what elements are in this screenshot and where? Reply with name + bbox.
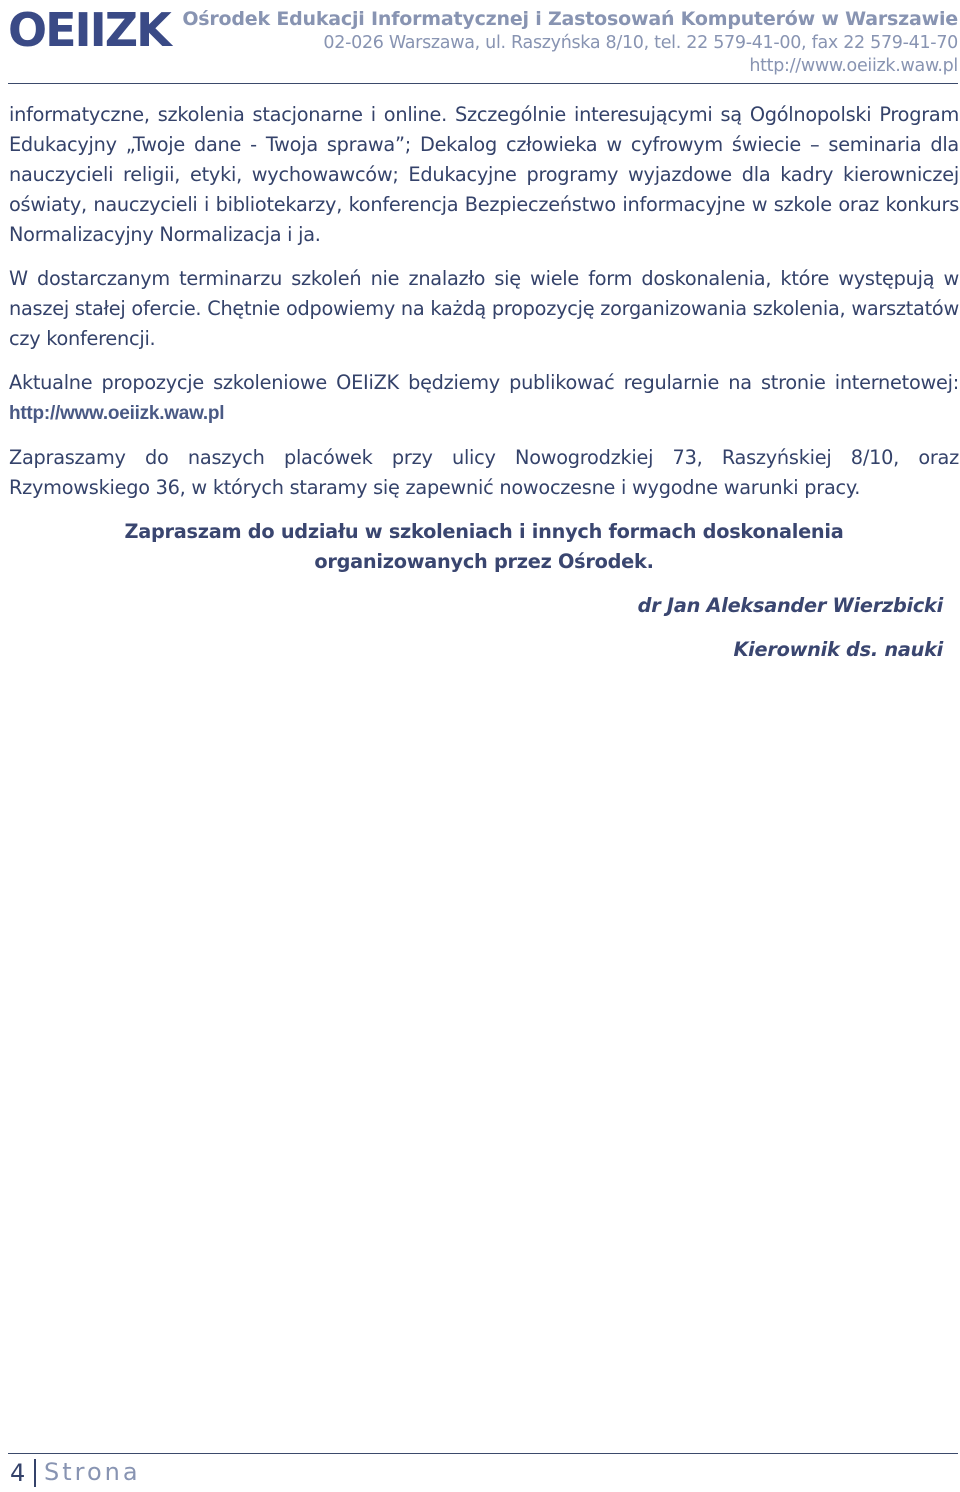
paragraph-programs: informatyczne, szkolenia stacjonarne i online. Szczególnie interesującymi są Ogólnopolski Program Edukacyjny „Twoje dane - Twoja sprawa”; Dekalog człowieka w cyfrowym świecie – seminaria dla nauczycieli religii, etyki, wychowawców; Edukacyjne programy wyjazdowe dla kadry kierowniczej oświaty, nauczycieli i bibliotekarzy, konferencja Bezpieczeństwo informacyjne w szkole oraz konkurs Normalizacyjny Normalizacja i ja. xyxy=(9,103,959,246)
signature-title: Kierownik ds. nauki xyxy=(733,638,943,661)
organization-name: Ośrodek Edukacji Informatycznej i Zastosowań Komputerów w Warszawie xyxy=(182,8,958,30)
page-label: Strona xyxy=(44,1458,141,1486)
logo-text: OEIIZK xyxy=(8,3,170,57)
paragraph-locations: Zapraszamy do naszych placówek przy ulicy Nowogrodzkiej 73, Raszyńskiej 8/10, oraz Rzymowskiego 36, w których staramy się zapewnić nowoczesne i wygodne warunki pracy. xyxy=(9,446,959,499)
page-number-separator xyxy=(34,1459,36,1487)
paragraph-website xyxy=(9,368,959,429)
page-footer xyxy=(8,1453,958,1489)
website-link[interactable]: http://www.oeiizk.waw.pl xyxy=(9,403,225,424)
paragraph-website-text: Aktualne propozycje szkoleniowe OEIiZK będziemy publikować regularnie na stronie internetowej: xyxy=(9,371,959,394)
document-body xyxy=(9,100,959,679)
footer-divider xyxy=(8,1453,958,1454)
oeiizk-logo xyxy=(8,4,172,56)
signature-name: dr Jan Aleksander Wierzbicki xyxy=(637,594,943,617)
paragraph-offer: W dostarczanym terminarzu szkoleń nie znalazło się wiele form doskonalenia, które występują w naszej stałej ofercie. Chętnie odpowiemy na każdą propozycję zorganizowania szkolenia, warsztatów czy konferencji. xyxy=(9,267,959,350)
invitation-line-2: organizowanych przez Ośrodek. xyxy=(314,550,654,573)
header-info xyxy=(182,6,958,78)
invitation xyxy=(9,517,959,577)
page-number: 4 xyxy=(10,1459,26,1487)
header-divider xyxy=(8,83,958,84)
organization-address: 02-026 Warszawa, ul. Raszyńska 8/10, tel. 22 579-41-00, fax 22 579-41-70 xyxy=(323,33,958,53)
invitation-line-1: Zapraszam do udziału w szkoleniach i innych formach doskonalenia xyxy=(124,520,844,543)
organization-url[interactable]: http://www.oeiizk.waw.pl xyxy=(749,56,958,76)
page-header xyxy=(0,0,960,84)
